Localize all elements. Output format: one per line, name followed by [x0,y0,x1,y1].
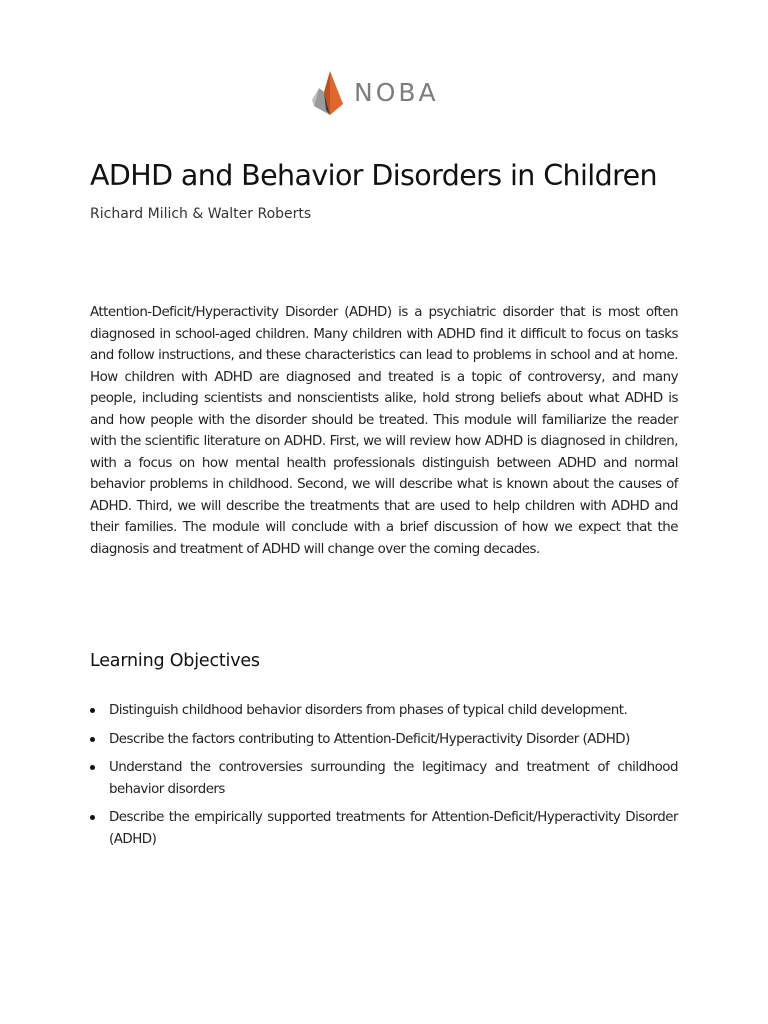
learning-objective-text: Describe the empirically supported treatments for Attention-Deficit/Hyperactivity Disorder (ADHD) [109,810,678,847]
learning-objective-item [90,757,678,800]
authors: Richard Milich & Walter Roberts [90,206,312,222]
learning-objective-item [90,807,678,850]
bullet-icon [90,765,95,770]
bullet-icon [90,737,95,742]
logo-wordmark: NOBA [354,78,439,107]
learning-objective-item [90,729,678,751]
noba-mountain-icon [312,70,344,116]
abstract-paragraph: Attention-Deficit/Hyperactivity Disorder (ADHD) is a psychiatric disorder that is most often diagnosed in school-aged children. Many children with ADHD find it difficult to focus on tasks and follow instructions, and these characteristics can lead to problems in school and at home. How children with ADHD are diagnosed and treated is a topic of controversy, and many people, including scientists and nonscientists alike, hold strong beliefs about what ADHD is and how people with the disorder should be treated. This module will familiarize the reader with the scientific literature on ADHD. First, we will review how ADHD is diagnosed in children, with a focus on how mental health professionals distinguish between ADHD and normal behavior problems in childhood. Second, we will describe what is known about the causes of ADHD. Third, we will describe the treatments that are used to help children with ADHD and their families. The module will conclude with a brief discussion of how we expect that the diagnosis and treatment of ADHD will change over the coming decades. [90,305,678,557]
learning-objectives-list [90,700,678,857]
noba-logo [312,70,439,116]
learning-objective-text: Understand the controversies surrounding the legitimacy and treatment of childhood behavior disorders [109,760,678,797]
learning-objective-text: Describe the factors contributing to Attention-Deficit/Hyperactivity Disorder (ADHD) [109,731,630,747]
learning-objective-text: Distinguish childhood behavior disorders from phases of typical child development. [109,703,628,718]
document-title: ADHD and Behavior Disorders in Children [90,159,658,192]
learning-objectives-heading: Learning Objectives [90,651,260,671]
bullet-icon [90,708,95,713]
bullet-icon [90,815,95,820]
learning-objective-item [90,700,678,722]
